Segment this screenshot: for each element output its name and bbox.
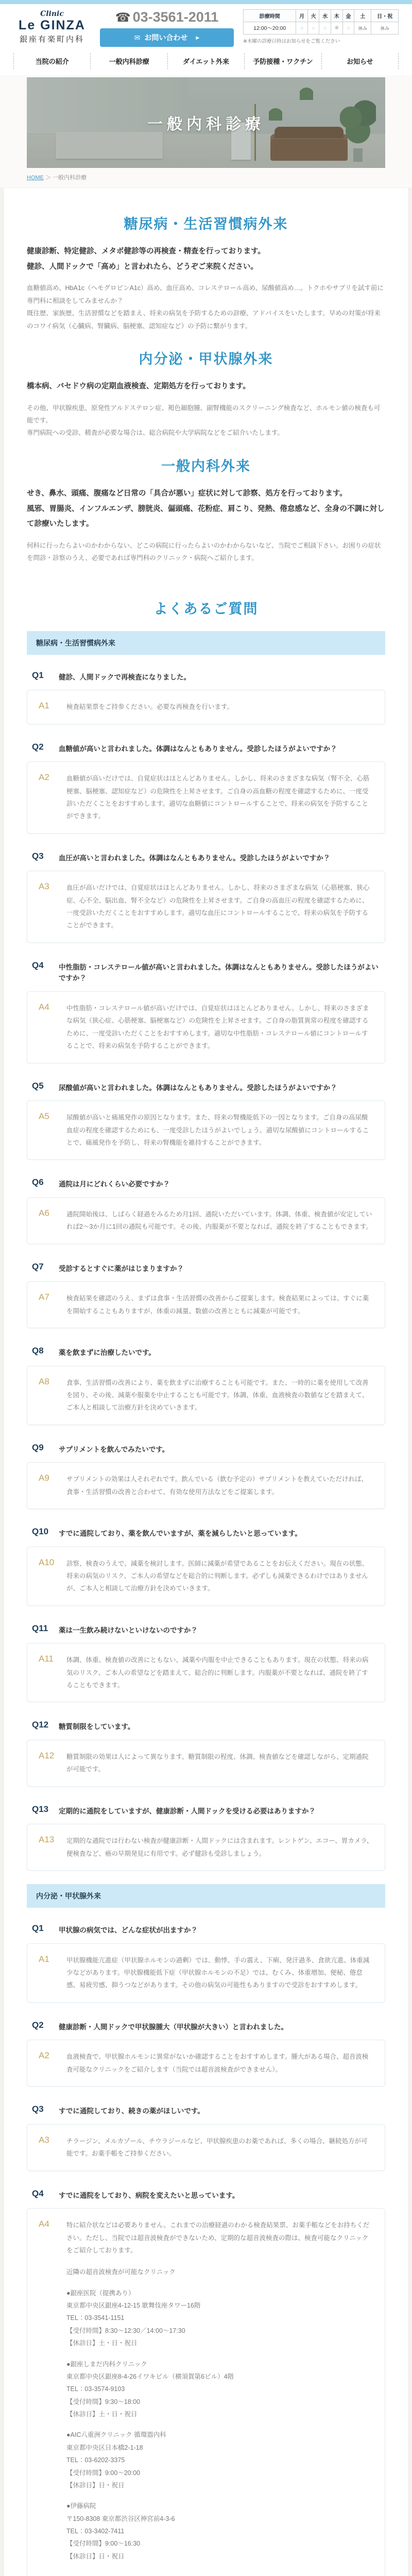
hero-banner (27, 77, 385, 168)
question-number: Q7 (32, 1261, 44, 1272)
faq-answer (27, 2124, 385, 2171)
section-title: 内分泌・甲状腺外来 (139, 351, 273, 367)
answer-number: A8 (39, 1376, 49, 1386)
answer-number: A1 (39, 1954, 49, 1964)
faq-question (32, 2020, 380, 2033)
answer-text: 血糖値が高いだけでは、自覚症状はほとんどありません。しかし、将来のさまざまな病気（腎不全、心筋梗塞、脳梗塞、認知症など）の危険性を上昇させます。ご自身の高血糖の程度を確認するために、一度受診いただくことをおすすめします。適切な血糖値にコントロールすることで、将来の病気を予防することができます。 (66, 775, 370, 820)
faq-answer (27, 991, 385, 1063)
answer-text: 診察、検査のうえで、減薬を検討します。医師に減薬が希望であることをお伝えください。現在の状態、将来の病気のリスク、ご本人の希望などを総合的に判断します。必ずしも減薬できるわけではありませんが、ご本人と相談して治療方針を決めていきます。 (66, 1560, 369, 1592)
question-number: Q4 (32, 960, 44, 970)
question-text: 通院は月にどれくらい必要ですか？ (59, 1180, 170, 1189)
section-body-line: 専門病院への受診、精査が必要な場合は、総合病院や大学病院などをご紹介いたします。 (27, 429, 284, 437)
faq-question (32, 1177, 380, 1190)
faq-answer (27, 1366, 385, 1425)
referral-clinic: ●銀座しまだ内科クリニック 東京都中央区銀座8-4-26イワキビル（横須賀第6ビル）4階 TEL：03-3574-9103 【受付時間】9:30～18:00 【休診日】土・日・祝日 (66, 2360, 234, 2418)
faq-answer (27, 1462, 385, 1509)
logo-name: Le GINZA (19, 18, 85, 33)
arrow-right-icon: ▶ (196, 35, 200, 40)
faq-title: よくあるご質問 (153, 601, 259, 617)
faq-category-band: 内分泌・甲状腺外来 (27, 1884, 385, 1908)
answer-text: 血圧が高いだけでは、自覚症状はほとんどありません。しかし、将来のさまざまな病気（心筋梗塞、狭心症、心不全、脳出血、腎不全など）の危険性を上昇させます。ご自身の高血圧の程度を確認するために、一度受診いただくことをおすすめします。適切な血圧にコントロールすることで、将来の病気を予防することができます。 (66, 884, 370, 929)
section-lead-line: 橋本病、バセドウ病の定期血液検査、定期処方を行っております。 (27, 382, 250, 391)
question-number: Q2 (32, 2020, 44, 2030)
referral-clinic: ●銀座医院（提携あり） 東京都中央区銀座4-12-15 歌舞伎座タワー16階 TEL：03-3541-1151 【受付時間】8:30～12:30／14:00～17:30 【休診日】土・日・祝日 (66, 2289, 201, 2347)
faq-answer (27, 1197, 385, 1244)
section-body-line: 既往歴、家族歴、生活習慣などを踏まえ、将来の病気を予防するための診療、アドバイスをいたします。早めの対策が将来のコワイ病気（心臓病、腎臓病、脳梗塞、認知症など）の予防に繋がります。 (27, 310, 381, 330)
nav-item-一般内科診療[interactable]: 一般内科診療 (90, 53, 167, 69)
answer-text: 甲状腺機能亢進症（甲状腺ホルモンの過剰）では、動悸、手の震え、下痢、発汗過多、食欲亢進、体重減少などがあります。甲状腺機能低下症（甲状腺ホルモンの不足）では、むくみ、体重増加、便秘、倦怠感、易疲労感、抑うつなどがあります。その他の病気の可能性もありますので受診をおすすめします。 (66, 1956, 370, 1989)
faq-answer (27, 1547, 385, 1606)
breadcrumb: HOME ＞ 一般内科診療 (27, 175, 87, 181)
faq-category-band: 糖尿病・生活習慣病外来 (27, 631, 385, 655)
question-number: Q11 (32, 1623, 48, 1633)
faq-answer (27, 871, 385, 943)
answer-text: 糖質制限の効果は人によって異なります。糖質制限の程度、体調、検査値などを確認しながら、定期通院が可能です。 (66, 1753, 369, 1773)
question-number: Q3 (32, 851, 44, 861)
site-header (0, 4, 412, 49)
faq-question (32, 1443, 380, 1455)
question-text: 血糖値が高いと言われました。体調はなんともありません。受診したほうがよいですか？ (59, 744, 337, 753)
answer-number: A5 (39, 1111, 49, 1122)
referral-clinic: ●伊藤病院 〒150-8308 東京都渋谷区神宮前4-3-6 TEL：03-3402-7411 【受付時間】9:00～16:30 【休診日】日・祝日 (66, 2502, 175, 2560)
answer-number: A9 (39, 1473, 49, 1483)
answer-number: A13 (39, 1835, 55, 1845)
question-text: 薬を飲まずに治療したいです。 (59, 1348, 156, 1357)
answer-text: 血液検査で、甲状腺ホルモンに異常がないか確認することをおすすめします。腫大がある場合、超音波検査可能なクリニックをご紹介します（当院では超音波検査ができません）。 (66, 2053, 369, 2073)
question-number: Q10 (32, 1527, 49, 1536)
answer-text: 尿酸値が高いと痛風発作の原因となります。また、将来の腎機能低下の一因となります。ご自身の高尿酸血症の程度を確認するためにも、一度受診したほうがよいでしょう。適切な尿酸値にコントロールすることで、痛風発作を予防し、将来の腎機能を維持することができます。 (66, 1114, 369, 1146)
section-body-line: 何科に行ったらよいのかわからない、どこの病院に行ったらよいのかわからないなど、当院でご相談下さい。お困りの症状を問診・診察のうえ、必要であれば専門科のクリニック・病院へご紹介します。 (27, 541, 381, 562)
question-text: すでに通院しており、薬を飲んでいますが、薬を減らしたいと思っています。 (59, 1530, 302, 1537)
faq-question (32, 1923, 380, 1936)
header-contact-button[interactable]: ✉ お問い合わせ ▶ (100, 28, 234, 47)
header-phone: ☎ 03-3561-2011 (115, 9, 219, 25)
question-number: Q3 (32, 2104, 44, 2114)
question-text: 中性脂肪・コレステロール値が高いと言われました。体調はなんともありません。受診したほうがよいですか？ (59, 963, 379, 982)
faq-list (27, 631, 385, 2576)
faq-question (32, 1262, 380, 1275)
schedule-note: ※木曜の診療日時はお知らせをご覧ください (243, 39, 340, 44)
section-body-line: 血糖値高め、HbA1c（ヘモグロビンA1c）高め、血圧高め、コレステロール高め、尿酸値高め…。トクホやサプリを試す前に専門科に相談をしてみませんか？ (27, 284, 384, 304)
page-title: 一般内科診療 (147, 116, 265, 133)
question-text: 薬は一生飲み続けないといけないのですか？ (59, 1626, 198, 1634)
faq-question (32, 1081, 380, 1094)
faq-question (32, 1720, 380, 1733)
answer-number: A12 (39, 1751, 55, 1761)
answer-number: A1 (39, 701, 49, 711)
section-title: 糖尿病・生活習慣病外来 (124, 216, 288, 232)
section-title: 一般内科外来 (161, 458, 251, 474)
faq-question (32, 2189, 380, 2201)
answer-number: A3 (39, 2134, 49, 2145)
faq-question (32, 1527, 380, 1539)
section-diabetes (27, 213, 385, 332)
faq-answer (27, 2040, 385, 2087)
faq-answer (27, 1740, 385, 1787)
faq-question (32, 1804, 380, 1817)
question-number: Q8 (32, 1345, 44, 1355)
question-number: Q9 (32, 1442, 44, 1452)
answer-text: 食事、生活習慣の改善により、薬を飲まずに治療することも可能です。また、一時的に薬を使用して改善を図り、その後、減薬や服薬を中止することも可能です。体調、体重、血液検査の数値などを踏まえて、ご本人と相談して治療方針を決めていきます。 (66, 1379, 369, 1412)
answer-text: 中性脂肪・コレステロール値が高いだけでは、自覚症状はほとんどありません。しかし、将来のさまざまな病気（狭心症、心筋梗塞、脳梗塞など）の危険性を上昇させます。ご自身の脂質異常の程度を確認するために、一度受診いただくことをおすすめします。適切な中性脂肪・コレステロール値にコントロールすることで、将来の病気を予防することができます。 (66, 1005, 369, 1050)
faq-answer (27, 1643, 385, 1702)
mail-icon: ✉ (134, 33, 141, 42)
question-number: Q1 (32, 1923, 44, 1934)
logo-subtitle: 銀座有楽町内科 (19, 35, 84, 44)
answer-text: 体調、体重、検査値の改善にともない、減薬や内服を中止できることもあります。現在の状態、将来の病気のリスク、ご本人の希望などを踏まえて、総合的に判断します。内服薬が不要となれば、通院を終了することもできます。 (66, 1656, 369, 1689)
section-lead-line: 健康診断、特定健診、メタボ健診等の再検査・精査を行っております。 (27, 247, 265, 256)
answer-number: A4 (39, 2219, 49, 2229)
answer-number: A7 (39, 1292, 49, 1302)
section-body-line: その他、甲状腺疾患、原発性アルドステロン症、褐色細胞腫、副腎機能のスクリーニング検査など、ホルモン値の検査も可能です。 (27, 404, 381, 425)
question-number: Q6 (32, 1177, 44, 1188)
faq-answer (27, 2208, 385, 2576)
question-text: サプリメントを飲んでみたいです。 (59, 1445, 169, 1453)
breadcrumb-current: 一般内科診療 (53, 175, 87, 181)
answer-number: A10 (39, 1557, 55, 1567)
question-text: 健康診断・人間ドックで甲状腺腫大（甲状腺が大きい）と言われました。 (59, 2023, 288, 2031)
section-lead-line: 風邪、胃腸炎、インフルエンザ、膀胱炎、偏頭痛、花粉症、肩こり、発熱、倦怠感など、全身の不調に対して診療いたします。 (27, 504, 385, 529)
answer-number: A3 (39, 882, 49, 892)
faq-answer (27, 761, 385, 834)
question-text: 甲状腺の病気では、どんな症状が出ますか？ (59, 1926, 198, 1935)
section-general (27, 455, 385, 565)
header-schedule (243, 9, 399, 35)
question-number: Q5 (32, 1080, 44, 1091)
question-text: 血圧が高いと言われました。体調はなんともありません。受診したほうがよいですか？ (59, 854, 331, 862)
question-text: すでに通院をしており、病院を変えたいと思っています。 (59, 2191, 239, 2199)
main-nav (0, 49, 412, 75)
nav-item-ダイエット外来[interactable]: ダイエット外来 (167, 53, 244, 69)
question-number: Q12 (32, 1720, 49, 1730)
nav-item-当院の紹介[interactable]: 当院の紹介 (13, 53, 90, 69)
answer-text: チラージン、メルカゾール、チウラジールなど、甲状腺疾患のお薬であれば、多くの場合、継続処方が可能です。お薬手帳をご持参ください。 (66, 2137, 368, 2158)
answer-text: 検査結果票をご持参ください。必要な再検査を行います。 (66, 703, 234, 711)
answer-number: A11 (39, 1654, 54, 1664)
faq-answer (27, 1100, 385, 1160)
phone-icon: ☎ (115, 11, 131, 25)
schedule-table: 診療時間 月 火 水 木 金 土 日・祝 12:00～20:00 ○ ○ ○ ※ ○ 休み 休み (243, 9, 399, 35)
answer-text: サプリメントの効果は人それぞれです。飲んでいる（飲む予定の）サプリメントを教えていただければ、食事・生活習慣の改善と合わせて、有効な使用方法などをご提案します。 (66, 1476, 368, 1496)
answer-number: A6 (39, 1208, 49, 1218)
answer-number: A2 (39, 2050, 49, 2061)
question-text: 糖質制限をしています。 (59, 1723, 135, 1731)
faq-answer (27, 1943, 385, 2003)
answer-text: 検査結果を確認のうえ、まずは食事・生活習慣の改善からご提案します。検査結果によっては、すぐに薬を開始することもありますが、体重の減量、数値の改善とともに減薬が可能です。 (66, 1295, 369, 1315)
question-text: 受診するとすぐに薬がはじまりますか？ (59, 1264, 184, 1273)
question-number: Q2 (32, 741, 44, 752)
answer-text: 定期的な通院では行わない検査が健康診断・人間ドックには含まれます。レントゲン、エコー、胃カメラ、便検査など、癌の早期発見に有用です。必ず健診も受診しましょう。 (66, 1837, 373, 1857)
faq-answer (27, 690, 385, 724)
faq-question (32, 2104, 380, 2117)
faq-question (32, 851, 380, 864)
faq-question (32, 960, 380, 984)
faq-question (32, 1623, 380, 1636)
page-upper (0, 0, 412, 188)
answer-text: 通院開始後は、しばらく経過をみるため月1回、通院いただいています。体調、体重、検査値が安定していれば2～3か月に1回の通院も可能です。その後、内服薬が不要となれば、通院を終了することもできます。 (66, 1210, 372, 1231)
nav-item-予防接種・ワクチン[interactable]: 予防接種・ワクチン (244, 53, 321, 69)
answer-number: A4 (39, 1002, 49, 1012)
referral-clinic: ●AIC八重洲クリニック 循環器内科 東京都中央区日本橋2-1-18 TEL：03-6202-3375 【受付時間】9:00～20:00 【休診日】日・祝日 (66, 2431, 166, 2489)
faq-question (32, 1346, 380, 1359)
nav-item-お知らせ[interactable]: お知らせ (321, 53, 399, 69)
section-endocrine (27, 348, 385, 439)
question-text: 尿酸値が高いと言われました。体調はなんともありません。受診したほうがよいですか？ (59, 1083, 337, 1092)
faq-answer (27, 1824, 385, 1871)
faq-question (32, 742, 380, 755)
logo-script: Clinic (40, 10, 64, 18)
clinic-logo[interactable] (13, 9, 91, 44)
breadcrumb-home-link[interactable]: HOME (27, 175, 44, 181)
answer-number: A2 (39, 772, 49, 783)
question-text: すでに通院しており、続きの薬がほしいです。 (59, 2107, 204, 2115)
question-number: Q4 (32, 2188, 44, 2198)
question-number: Q13 (32, 1804, 49, 1814)
answer-text: 特に紹介状などは必要ありません。これまでの治療経過のわかる検査結果票、お薬手帳などをお持ちください。ただし、当院では超音波検査ができないため、定期的な超音波検査の際は、検査可能なクリニックをご紹介しております。 近隣の超音波検査が可能なクリニック ●銀座医院（提携あり） 東京都中央区銀座4-12-15 歌舞伎座タワー16階 TEL：03-3541-1151 【受付時間】8:30～12:30／14:00～17:30 【休診日】土・日・祝日 ●銀座しまだ内科クリニック 東京都中央区銀座8-4-26イワキビル（横須賀第6ビル）4階 TEL：03-3574-9103 【受付時間】9:30～18:00 【休診日】土・日・祝日 ●AIC八重洲クリニック 循環器内科 東京都中央区日本橋2-1-18 TEL：03-6202-3375 【受付時間】9:00～20:00 【休診日】日・祝日 ●伊藤病院 〒150-8308 東京都渋谷区神宮前4-3-6 TEL：03-3402-7411 【受付時間】9:00～16:30 【休診日】日・祝日 (66, 2219, 373, 2571)
section-lead-line: せき、鼻水、頭痛、腹痛など日常の「具合が悪い」症状に対して診察、処方を行っております。 (27, 489, 347, 498)
question-text: 定期的に通院をしていますが、健康診断・人間ドックを受ける必要はありますか？ (59, 1807, 316, 1815)
main-content (4, 188, 408, 2576)
question-number: Q1 (32, 670, 44, 680)
section-lead-line: 健診、人間ドックで「高め」と言われたら、どうぞご来院ください。 (27, 262, 258, 271)
faq-answer (27, 1281, 385, 1328)
question-text: 健診、人間ドックで再検査になりました。 (59, 673, 191, 681)
faq-question (32, 670, 380, 683)
top-accent-bar (0, 0, 412, 4)
